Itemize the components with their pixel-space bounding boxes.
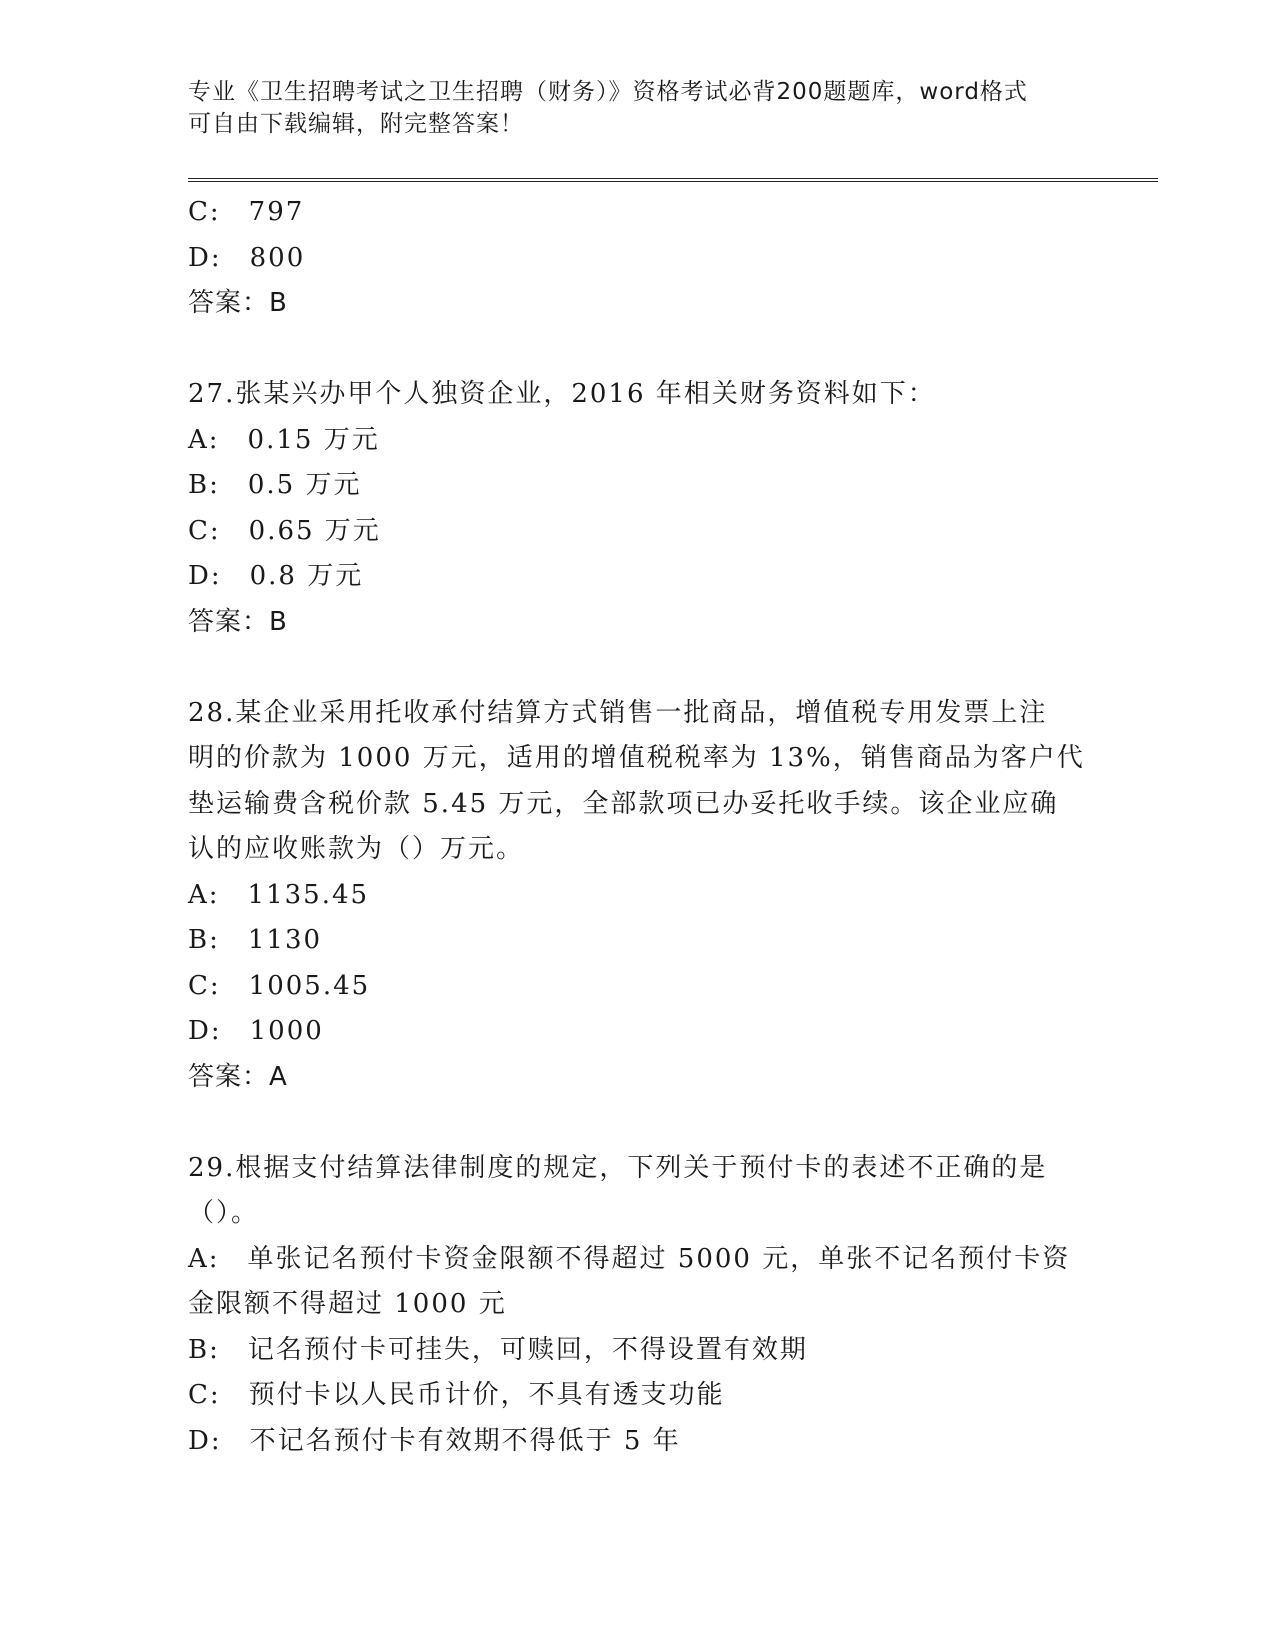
question-stem-line-2: （）。 [188, 1198, 260, 1228]
option-c: C: 1005.45 [188, 970, 371, 1001]
question-28 [188, 691, 1088, 1101]
question-29 [188, 1146, 1088, 1465]
option-c: C: 预付卡以人民币计价，不具有透支功能 [188, 1380, 725, 1410]
question-27 [188, 372, 1088, 645]
option-c: C: 0.65 万元 [188, 515, 381, 546]
question-stem-line-1: 28.某企业采用托收承付结算方式销售一批商品，增值税专用发票上注 [188, 697, 1048, 728]
spacer [188, 1100, 1088, 1146]
header-line-2: 可自由下载编辑，附完整答案！ [188, 111, 524, 137]
option-d: D: 不记名预付卡有效期不得低于 5 年 [188, 1425, 681, 1456]
header-divider [188, 178, 1158, 182]
header-line-1: 专业《卫生招聘考试之卫生招聘（财务）》资格考试必背200题题库，word格式 [188, 79, 1028, 105]
prev-question-block [188, 190, 1088, 327]
option-d: D: 1000 [188, 1016, 324, 1046]
question-stem-line-1: 29.根据支付结算法律制度的规定，下列关于预付卡的表述不正确的是 [188, 1152, 1048, 1183]
answer-label: 答案：B [188, 606, 288, 637]
spacer [188, 645, 1088, 691]
option-b: B: 记名预付卡可挂失，可赎回，不得设置有效期 [188, 1334, 808, 1365]
option-d: D: 800 [188, 242, 306, 273]
document-body [188, 190, 1088, 1464]
option-b: B: 0.5 万元 [188, 470, 362, 500]
answer-label: 答案：A [188, 1061, 288, 1092]
option-a-line-2: 金限额不得超过 1000 元 [188, 1289, 507, 1319]
question-stem-line-4: 认的应收账款为（）万元。 [188, 834, 525, 864]
option-b: B: 1130 [188, 925, 323, 955]
option-c: C: 797 [188, 197, 305, 227]
question-stem: 27.张某兴办甲个人独资企业，2016 年相关财务资料如下： [188, 379, 936, 409]
question-stem-line-2: 明的价款为 1000 万元，适用的增值税税率为 13%，销售商品为客户代 [188, 743, 1085, 773]
option-d: D: 0.8 万元 [188, 561, 364, 591]
answer-label: 答案：B [188, 288, 288, 318]
question-stem-line-3: 垫运输费含税价款 5.45 万元，全部款项已办妥托收手续。该企业应确 [188, 788, 1059, 819]
option-a: A: 1135.45 [188, 879, 370, 910]
page-header [188, 76, 1088, 140]
option-a: A: 0.15 万元 [188, 424, 380, 455]
option-a-line-1: A: 单张记名预付卡资金限额不得超过 5000 元，单张不记名预付卡资 [188, 1243, 1071, 1274]
spacer [188, 327, 1088, 373]
